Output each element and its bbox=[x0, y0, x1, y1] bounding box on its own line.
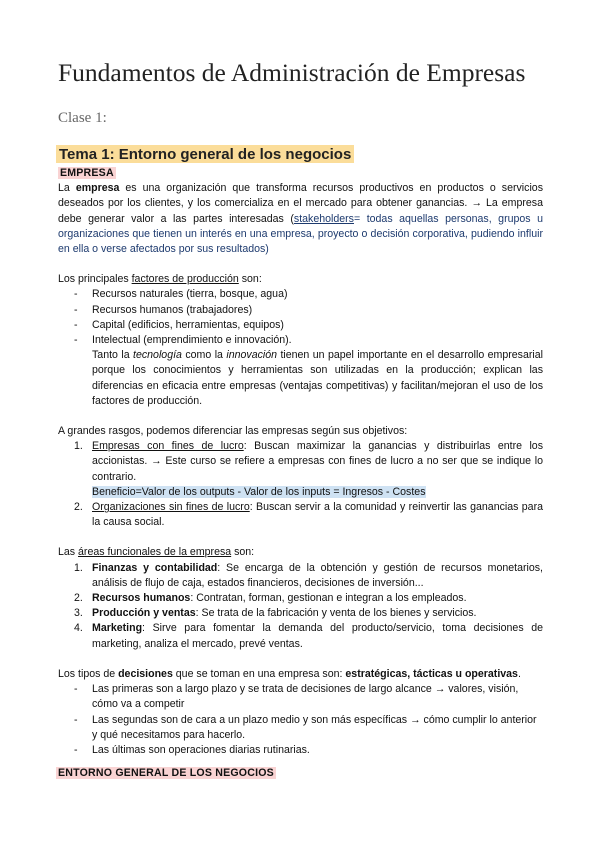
entorno-heading: ENTORNO GENERAL DE LOS NEGOCIOS bbox=[58, 767, 274, 779]
areas-list bbox=[58, 561, 543, 652]
beneficio-formula: Beneficio=Valor de los outputs - Valor de los inputs = Ingresos - Costes bbox=[92, 485, 426, 498]
list-item: 1. Finanzas y contabilidad: Se encarga de la obtención y gestión de recursos monetarios, análisis de flujo de caja, estados financieros, decisiones de inversión... bbox=[74, 561, 543, 589]
list-item: 2. Recursos humanos: Contratan, forman, gestionan e integran a los empleados. bbox=[74, 592, 467, 605]
objetivos-intro: A grandes rasgos, podemos diferenciar las empresas según sus objetivos: bbox=[58, 425, 408, 438]
decisiones-intro: Los tipos de decisiones que se toman en una empresa son: estratégicas, tácticas u operativas. bbox=[58, 667, 521, 680]
list-item: 2. Organizaciones sin fines de lucro: Buscan servir a la comunidad y reinvertir las ganancias para la causa social. bbox=[74, 501, 543, 529]
list-item: - Recursos humanos (trabajadores) bbox=[58, 303, 543, 318]
empresa-term: empresa bbox=[75, 182, 120, 195]
document-title: Fundamentos de Administración de Empresas bbox=[58, 58, 526, 87]
list-item: 1. Empresas con fines de lucro: Buscan maximizar la ganancias y distribuirlas entre los accionistas. → Este curso se refiere a empresas con fines de lucro a no ser que se indique lo contrario. Beneficio=Valor de los outputs - Valor de los inputs = Ingresos - Costes bbox=[74, 440, 543, 498]
areas-intro: Las áreas funcionales de la empresa son: bbox=[58, 546, 255, 559]
decisiones-list bbox=[58, 682, 543, 758]
stakeholders-term: stakeholders bbox=[293, 212, 354, 225]
intro-paragraph: La empresa es una organización que transforma recursos productivos en productos o servicios deseados por los clientes, y los comercializa en el mercado para obtener ganancias. → La empresa debe generar valor a las partes interesadas (stakeholders= todas aquellas personas, grupos u organizaciones que tienen un interés en una empresa, proyecto o decisión corporativa, pudiendo influir en ella o verse afectados por sus resultados) bbox=[58, 182, 543, 256]
tecnologia-paragraph: Tanto la tecnología como la innovación tienen un papel importante en el desarrollo empresarial porque los conocimientos y herramientas son utilizadas en la producción; explican las diferencias en eficacia entre empresas (ventajas competitivas) y facilitan/mejoran el uso de los factores de producción. bbox=[92, 349, 544, 407]
class-label: Clase 1: bbox=[58, 110, 107, 126]
list-item: - Capital (edificios, herramientas, equipos) bbox=[58, 318, 543, 333]
factores-intro: Los principales factores de producción son: bbox=[58, 273, 262, 286]
topic-heading: Tema 1: Entorno general de los negocios bbox=[56, 145, 354, 163]
objetivos-list bbox=[58, 439, 543, 530]
list-item: 3. Producción y ventas: Se trata de la fabricación y venta de los bienes y servicios. bbox=[74, 607, 477, 620]
fines-lucro-term: Empresas con fines de lucro bbox=[92, 440, 244, 453]
factores-term: factores de producción bbox=[131, 273, 239, 286]
list-item: 4. Marketing: Sirve para fomentar la demanda del producto/servicio, toma decisiones de marketing, analiza el mercado, prevé ventas. bbox=[74, 622, 543, 650]
list-item: - Las últimas son operaciones diarias rutinarias. bbox=[58, 743, 543, 758]
list-item: - Las segundas son de cara a un plazo medio y son más específicas → cómo cumplir lo anterior y qué necesitamos para hacerlo. bbox=[58, 713, 543, 743]
sin-fines-lucro-term: Organizaciones sin fines de lucro bbox=[92, 501, 250, 514]
list-item: - Las primeras son a largo plazo y se trata de decisiones de largo alcance → valores, visión, cómo va a competir bbox=[58, 682, 543, 712]
list-item: - Recursos naturales (tierra, bosque, agua) bbox=[58, 287, 543, 302]
areas-term: áreas funcionales de la empresa bbox=[78, 546, 232, 559]
document-body bbox=[58, 166, 543, 758]
empresa-heading: EMPRESA bbox=[60, 167, 114, 179]
factores-list bbox=[58, 287, 543, 348]
list-item: - Intelectual (emprendimiento e innovación). bbox=[58, 333, 543, 348]
